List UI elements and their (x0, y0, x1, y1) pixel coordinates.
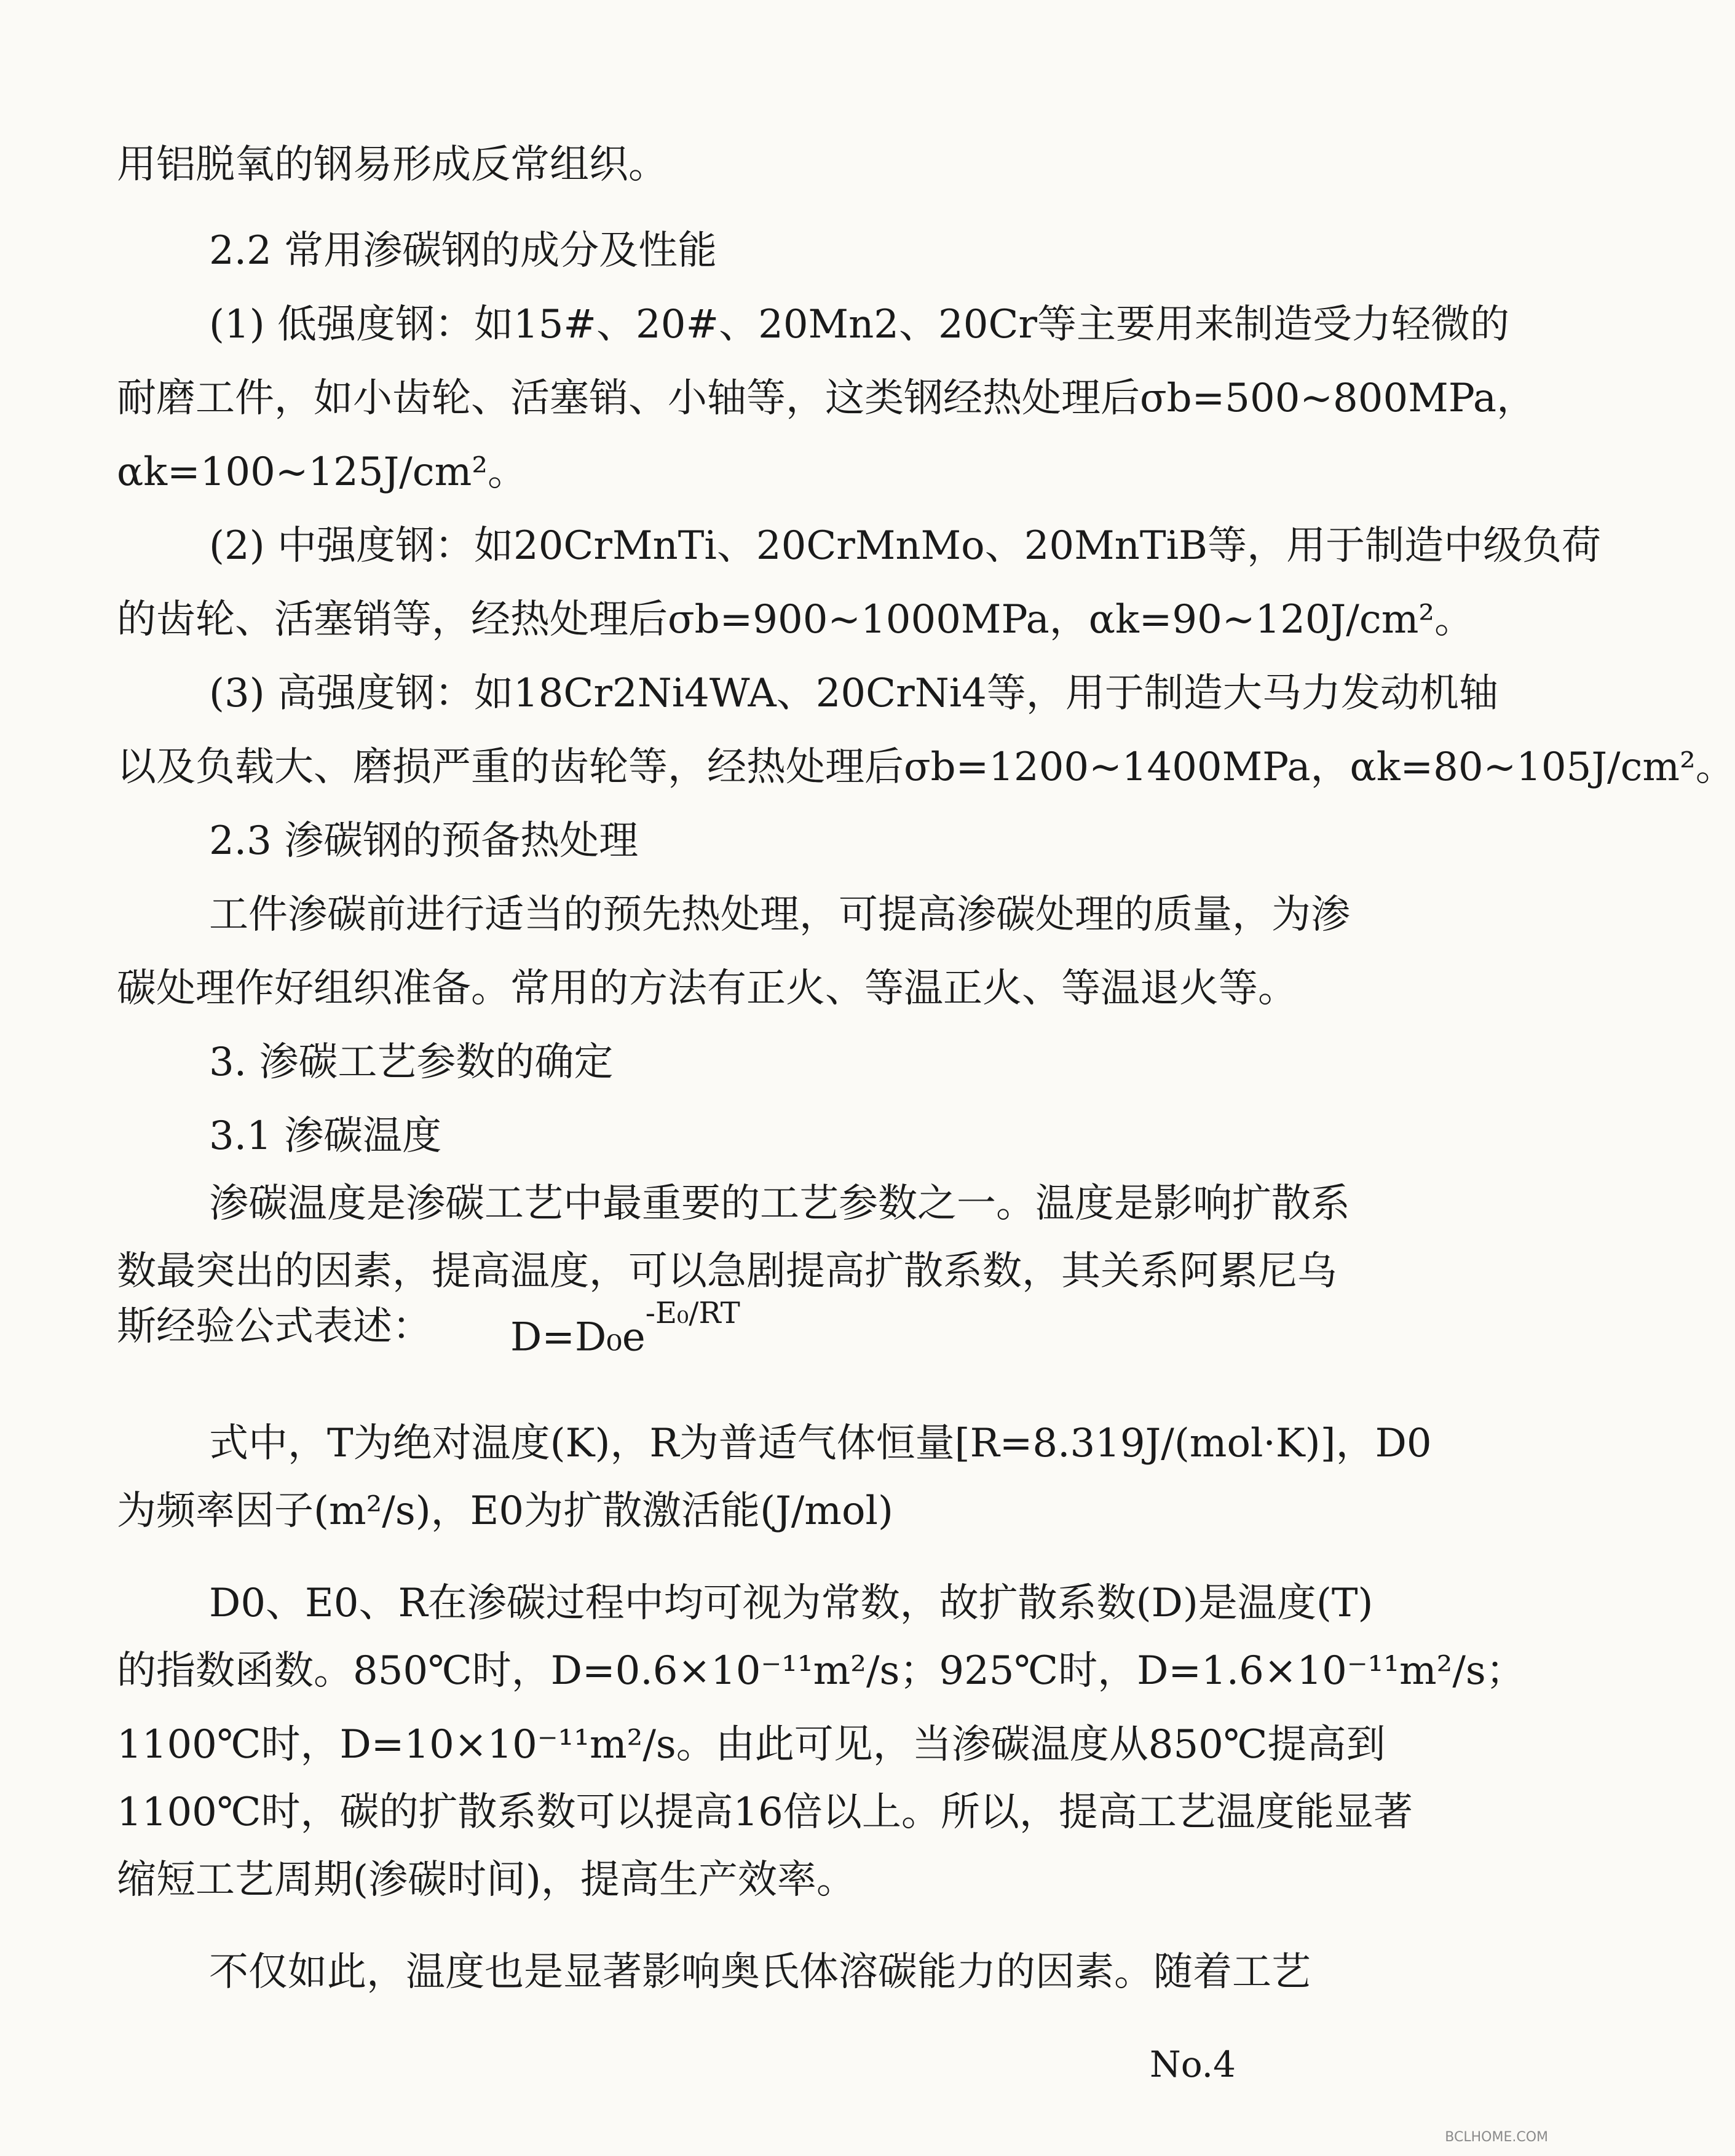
text-line-15: 渗碳温度是渗碳工艺中最重要的工艺参数之一。温度是影响扩散系 (209, 1181, 1350, 1226)
section-heading-3: 3. 渗碳工艺参数的确定 (209, 1040, 614, 1085)
text-line-25: 不仅如此，温度也是显著影响奥氏体溶碳能力的因素。随着工艺 (209, 1949, 1311, 1995)
text-line-low-strength: (1) 低强度钢：如15#、20#、20Mn2、20Cr等主要用来制造受力轻微的 (209, 302, 1510, 347)
text-line-5: αk=100~125J/cm²。 (117, 449, 527, 495)
text-line-21: 的指数函数。850℃时，D=0.6×10⁻¹¹m²/s；925℃时，D=1.6×10⁻¹¹m²/s； (117, 1648, 1525, 1694)
watermark: BCLHOME.COM (1445, 2130, 1548, 2145)
text-line-11: 工件渗碳前进行适当的预先热处理，可提高渗碳处理的质量，为渗 (209, 892, 1350, 938)
page-number: No.4 (1150, 2043, 1236, 2085)
arrhenius-formula (510, 1297, 740, 1367)
text-line-20: D0、E0、R在渗碳过程中均可视为常数，故扩散系数(D)是温度(T) (209, 1581, 1373, 1626)
formula-exponent: -E₀/RT (645, 1296, 740, 1330)
text-line-9: 以及负载大、磨损严重的齿轮等，经热处理后σb=1200~1400MPa，αk=80~105J/cm²。 (117, 744, 1735, 790)
text-line-18: 式中，T为绝对温度(K)，R为普适气体恒量[R=8.319J/(mol·K)]，D0 (209, 1421, 1432, 1466)
text-line-23: 1100℃时，碳的扩散系数可以提高16倍以上。所以，提高工艺温度能显著 (117, 1790, 1413, 1835)
section-heading-3-1: 3.1 渗碳温度 (209, 1113, 442, 1159)
text-line-22: 1100℃时，D=10×10⁻¹¹m²/s。由此可见，当渗碳温度从850℃提高到 (117, 1722, 1386, 1767)
text-line-19: 为频率因子(m²/s)，E0为扩散激活能(J/mol) (117, 1488, 893, 1534)
text-line-12: 碳处理作好组织准备。常用的方法有正火、等温正火、等温退火等。 (117, 966, 1297, 1011)
text-line-24: 缩短工艺周期(渗碳时间)，提高生产效率。 (117, 1857, 856, 1903)
section-heading-2-3: 2.3 渗碳钢的预备热处理 (209, 818, 639, 864)
text-line-4: 耐磨工件，如小齿轮、活塞销、小轴等，这类钢经热处理后σb=500~800MPa， (117, 376, 1536, 421)
text-line-16: 数最突出的因素，提高温度，可以急剧提高扩散系数，其关系阿累尼乌 (117, 1249, 1337, 1294)
section-heading-2-2: 2.2 常用渗碳钢的成分及性能 (209, 228, 717, 274)
text-line-mid-strength: (2) 中强度钢：如20CrMnTi、20CrMnMo、20MnTiB等，用于制造中级负荷 (209, 523, 1602, 569)
text-line-high-strength: (3) 高强度钢：如18Cr2Ni4WA、20CrNi4等，用于制造大马力发动机轴 (209, 671, 1498, 716)
text-line-1: 用铝脱氧的钢易形成反常组织。 (117, 142, 668, 188)
text-line-17: 斯经验公式表述： (117, 1304, 432, 1349)
text-line-7: 的齿轮、活塞销等，经热处理后σb=900~1000MPa，αk=90~120J/cm²。 (117, 597, 1474, 642)
formula-base: D=D₀e (510, 1314, 646, 1360)
